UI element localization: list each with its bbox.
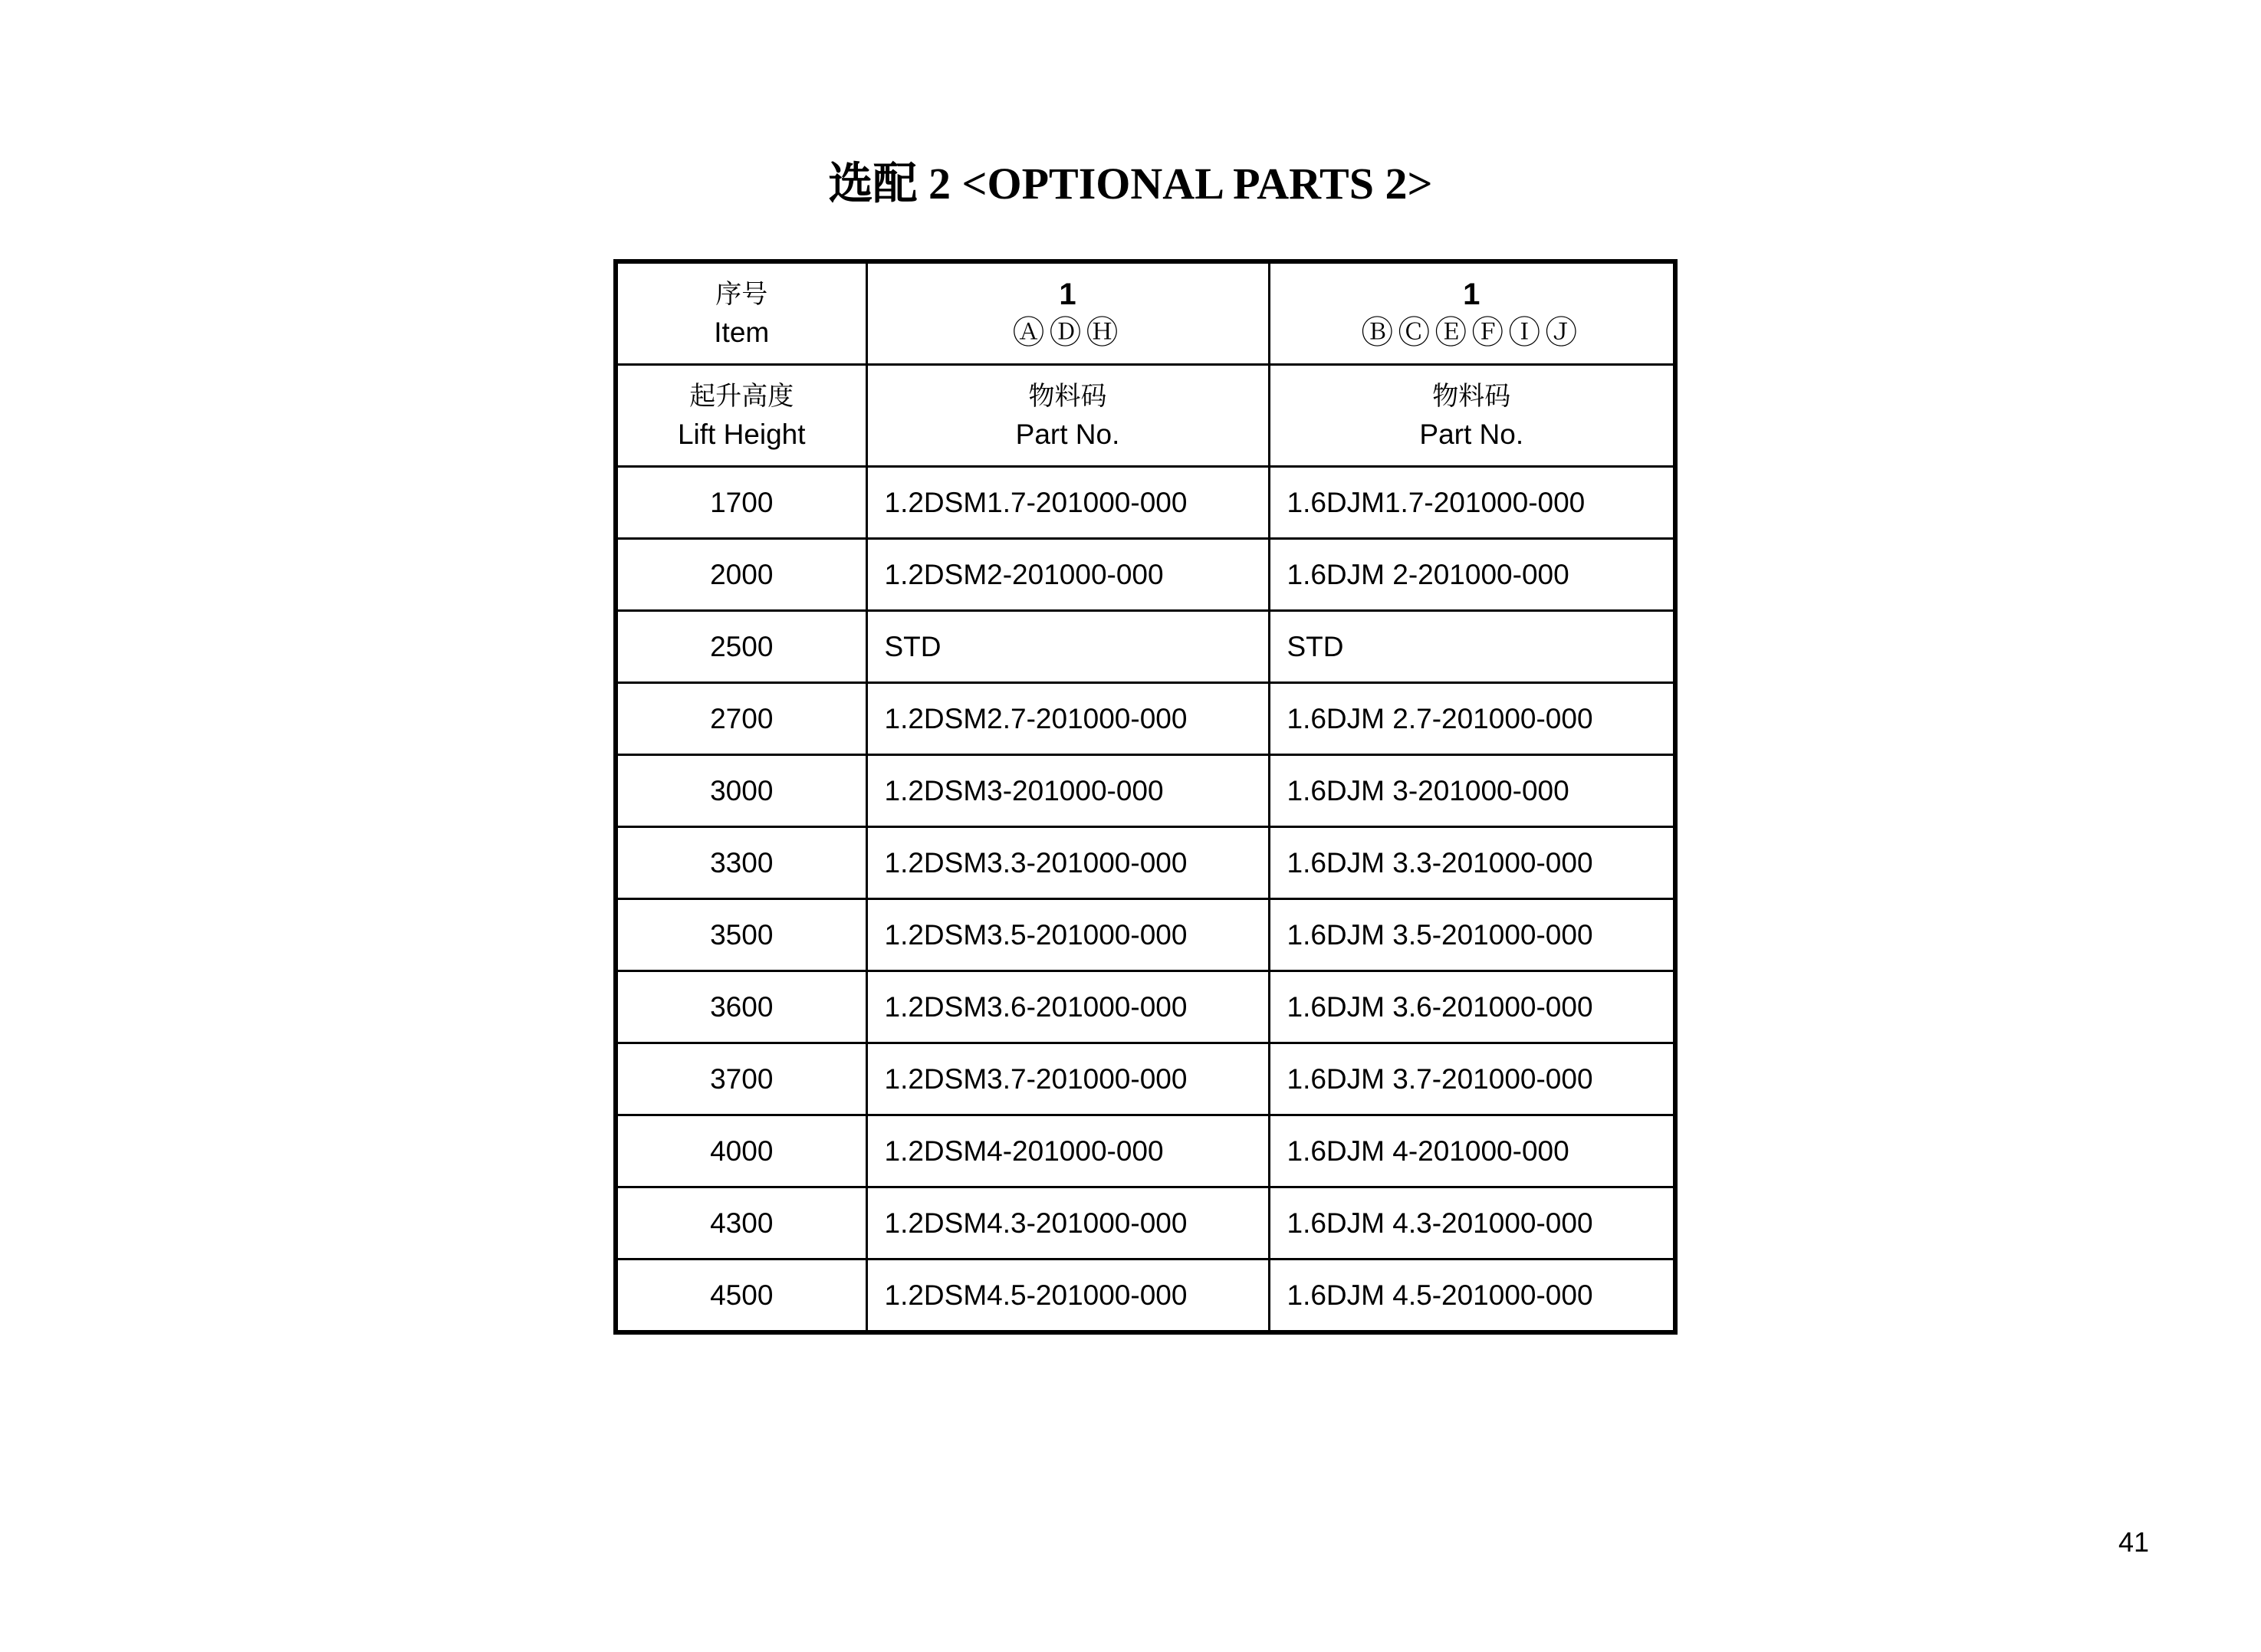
- part-no-cell: 1.6DJM 3-201000-000: [1269, 755, 1675, 827]
- part-no-cell: 1.2DSM3.6-201000-000: [866, 971, 1269, 1043]
- item-label-zh: 序号: [715, 279, 768, 310]
- table-row: [616, 755, 1675, 827]
- part-no-cell: 1.6DJM 2-201000-000: [1269, 539, 1675, 611]
- item-number: 1: [1059, 278, 1076, 311]
- table-row: [616, 971, 1675, 1043]
- lift-height-cell: 2500: [616, 611, 866, 683]
- part-no-label-zh: 物料码: [1028, 381, 1107, 412]
- part-no-cell: STD: [866, 611, 1269, 683]
- page-title: 选配 2 <OPTIONAL PARTS 2>: [828, 159, 1433, 209]
- part-no-cell: 1.2DSM4-201000-000: [866, 1115, 1269, 1187]
- optional-parts-table: [613, 259, 1678, 1335]
- part-no-cell: 1.2DSM2.7-201000-000: [866, 683, 1269, 755]
- part-no-label-cell: [1269, 365, 1675, 467]
- table-row: [616, 1187, 1675, 1260]
- item-number: 1: [1463, 278, 1480, 311]
- lift-height-label-zh: 起升高度: [689, 381, 794, 412]
- table-row: [616, 611, 1675, 683]
- part-no-label-en: Part No.: [1419, 419, 1524, 450]
- lift-height-cell: 3500: [616, 899, 866, 971]
- lift-height-cell: 4000: [616, 1115, 866, 1187]
- item-label-en: Item: [714, 317, 770, 348]
- part-no-cell: 1.6DJM 2.7-201000-000: [1269, 683, 1675, 755]
- part-no-cell: 1.2DSM1.7-201000-000: [866, 467, 1269, 539]
- part-no-cell: 1.6DJM 4-201000-000: [1269, 1115, 1675, 1187]
- part-no-cell: 1.6DJM 4.5-201000-000: [1269, 1260, 1675, 1333]
- item-column-2-cell: [1269, 261, 1675, 365]
- part-no-cell: 1.2DSM3.7-201000-000: [866, 1043, 1269, 1115]
- part-no-cell: 1.6DJM 3.5-201000-000: [1269, 899, 1675, 971]
- part-no-cell: 1.6DJM 3.6-201000-000: [1269, 971, 1675, 1043]
- part-no-cell: 1.6DJM 3.7-201000-000: [1269, 1043, 1675, 1115]
- part-no-label-en: Part No.: [1015, 419, 1120, 450]
- part-no-cell: 1.2DSM4.3-201000-000: [866, 1187, 1269, 1260]
- part-header-row: [616, 365, 1675, 467]
- part-no-cell: 1.6DJM 4.3-201000-000: [1269, 1187, 1675, 1260]
- lift-height-cell: 2700: [616, 683, 866, 755]
- lift-height-cell: 3000: [616, 755, 866, 827]
- part-no-cell: 1.2DSM3.5-201000-000: [866, 899, 1269, 971]
- part-no-cell: 1.2DSM3.3-201000-000: [866, 827, 1269, 899]
- lift-height-cell: 3700: [616, 1043, 866, 1115]
- table-row: [616, 1260, 1675, 1333]
- model-codes: ⒶⒹⒽ: [1012, 314, 1123, 351]
- part-no-label-cell: [866, 365, 1269, 467]
- lift-height-cell: 3600: [616, 971, 866, 1043]
- part-no-cell: 1.2DSM2-201000-000: [866, 539, 1269, 611]
- part-no-cell: STD: [1269, 611, 1675, 683]
- part-no-label-zh: 物料码: [1432, 381, 1511, 412]
- part-no-cell: 1.2DSM3-201000-000: [866, 755, 1269, 827]
- lift-height-cell: 4300: [616, 1187, 866, 1260]
- table-row: [616, 1043, 1675, 1115]
- lift-height-cell: 3300: [616, 827, 866, 899]
- page-number: 41: [2118, 1526, 2149, 1558]
- table-row: [616, 467, 1675, 539]
- table-row: [616, 539, 1675, 611]
- lift-height-cell: 2000: [616, 539, 866, 611]
- item-column-1-cell: [866, 261, 1269, 365]
- table-row: [616, 827, 1675, 899]
- model-codes: ⒷⒸⒺⒻⒾⒿ: [1361, 314, 1582, 351]
- item-label-cell: [616, 261, 866, 365]
- lift-height-cell: 4500: [616, 1260, 866, 1333]
- part-no-cell: 1.6DJM1.7-201000-000: [1269, 467, 1675, 539]
- lift-height-label-en: Lift Height: [677, 419, 806, 450]
- item-header-row: [616, 261, 1675, 365]
- part-no-cell: 1.2DSM4.5-201000-000: [866, 1260, 1269, 1333]
- table-row: [616, 899, 1675, 971]
- lift-height-label-cell: [616, 365, 866, 467]
- lift-height-cell: 1700: [616, 467, 866, 539]
- part-no-cell: 1.6DJM 3.3-201000-000: [1269, 827, 1675, 899]
- table-row: [616, 683, 1675, 755]
- table-row: [616, 1115, 1675, 1187]
- table-body: [616, 261, 1675, 1332]
